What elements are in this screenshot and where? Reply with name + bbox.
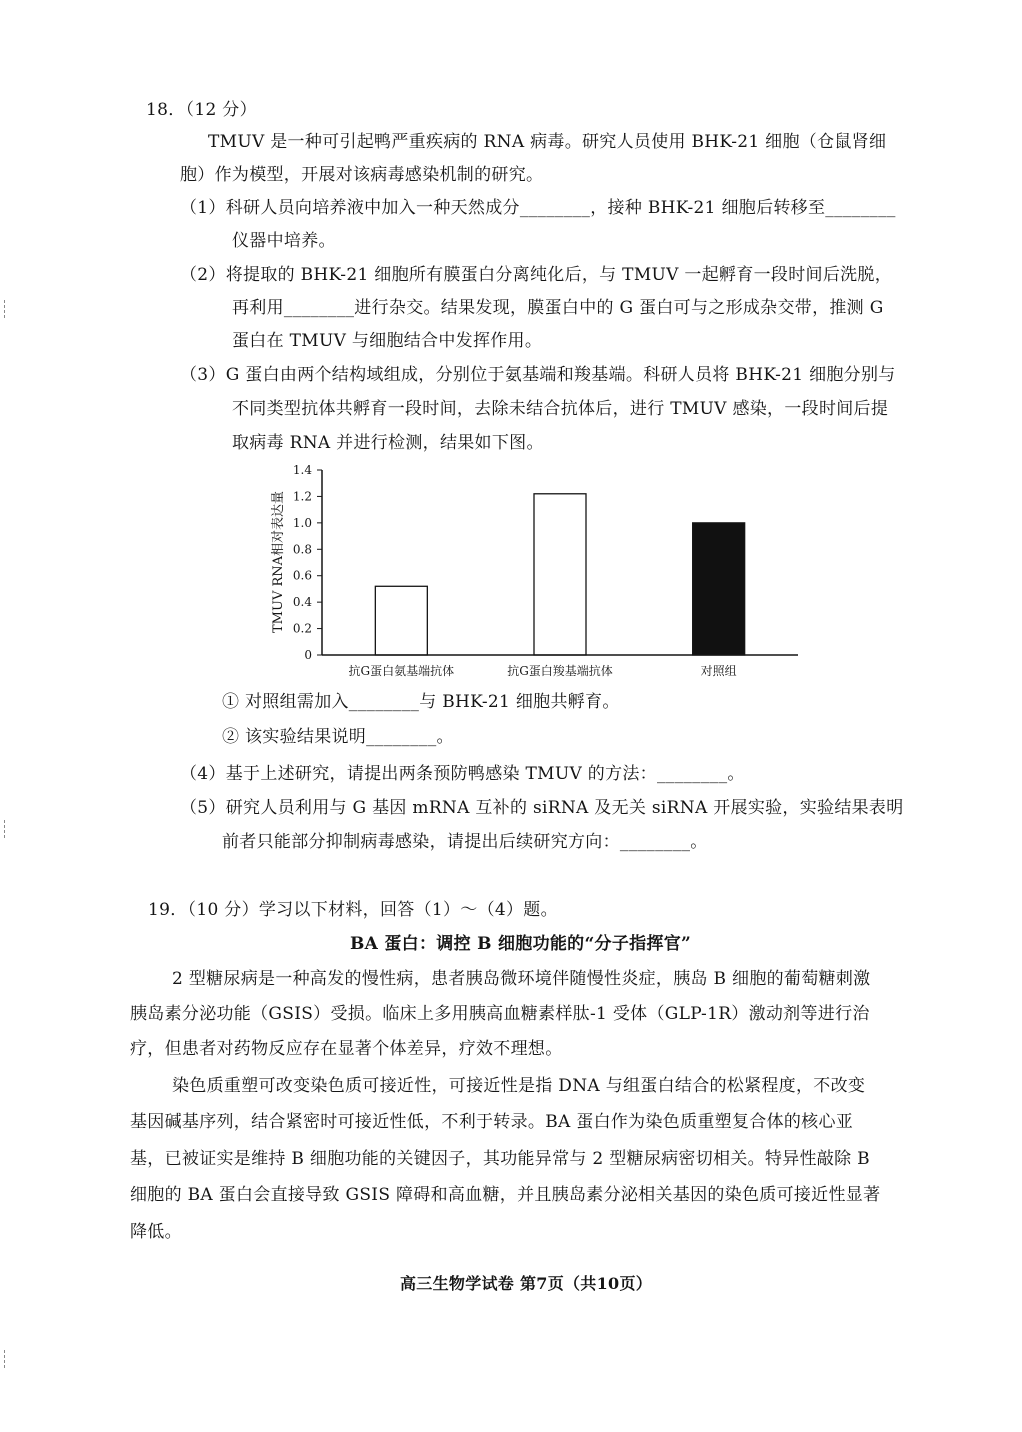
q18-part2-line2: 再利用________进行杂交。结果发现，膜蛋白中的 G 蛋白可与之形成杂交带，推测 G <box>232 298 884 318</box>
q18-part1-line2: 仪器中培养。 <box>232 231 336 251</box>
bar-3 <box>693 523 745 655</box>
page-footer: 高三生物学试卷 第7页（共10页） <box>400 1274 653 1293</box>
q19-para2-line2: 基因碱基序列，结合紧密时可接近性低，不利于转录。BA 蛋白作为染色质重塑复合体的核心亚 <box>130 1112 854 1132</box>
q19-header: 19．（10 分）学习以下材料，回答（1）～（4）题。 <box>148 900 558 920</box>
y-axis-label: TMUV RNA相对表达量 <box>271 490 286 634</box>
q19-para2-line5: 降低。 <box>130 1222 182 1242</box>
q18-part3-line3: 取病毒 RNA 并进行检测，结果如下图。 <box>232 433 544 453</box>
q18-part5-line1: （5）研究人员利用与 G 基因 mRNA 互补的 siRNA 及无关 siRNA 开展实验，实验结果表明 <box>180 798 904 818</box>
q18-intro-line1: TMUV 是一种可引起鸭严重疾病的 RNA 病毒。研究人员使用 BHK-21 细胞（仓鼠肾细 <box>208 132 887 152</box>
x-category-label: 对照组 <box>700 664 737 678</box>
y-tick-label: 1.0 <box>292 515 312 530</box>
binding-mark <box>4 820 8 838</box>
y-tick-label: 0.2 <box>292 621 312 636</box>
q19-para2-line1: 染色质重塑可改变染色质可接近性，可接近性是指 DNA 与组蛋白结合的松紧程度，不改变 <box>172 1076 866 1096</box>
binding-mark <box>4 1350 8 1368</box>
q18-part3-line1: （3）G 蛋白由两个结构域组成，分别位于氨基端和羧基端。科研人员将 BHK-21 细胞分别与 <box>180 365 896 385</box>
q18-sub1: ① 对照组需加入________与 BHK-21 细胞共孵育。 <box>222 692 620 712</box>
y-tick-label: 0 <box>304 648 312 662</box>
y-tick-label: 0.6 <box>292 568 312 583</box>
bar-chart <box>250 455 820 695</box>
q18-intro-line2: 胞）作为模型，开展对该病毒感染机制的研究。 <box>180 165 544 185</box>
x-category-label: 抗G蛋白羧基端抗体 <box>507 664 613 678</box>
y-tick-label: 1.4 <box>292 463 312 477</box>
y-tick-label: 0.8 <box>292 542 312 557</box>
x-category-label: 抗G蛋白氨基端抗体 <box>348 664 455 678</box>
bar-1 <box>375 586 427 655</box>
q18-part2-line1: （2）将提取的 BHK-21 细胞所有膜蛋白分离纯化后，与 TMUV 一起孵育一段时间后洗脱， <box>180 265 893 285</box>
bar-2 <box>534 494 586 655</box>
y-tick-label: 1.2 <box>292 489 312 504</box>
q18-part5-line2: 前者只能部分抑制病毒感染，请提出后续研究方向：________。 <box>222 832 708 852</box>
q18-part3-line2: 不同类型抗体共孵育一段时间，去除未结合抗体后，进行 TMUV 感染，一段时间后提 <box>232 399 889 419</box>
q19-para1-line2: 胰岛素分泌功能（GSIS）受损。临床上多用胰高血糖素样肽-1 受体（GLP-1R）激动剂等进行治 <box>130 1004 870 1024</box>
q18-sub2: ② 该实验结果说明________。 <box>222 727 454 747</box>
q19-title: BA 蛋白：调控 B 细胞功能的“分子指挥官” <box>350 934 692 954</box>
q18-part2-line3: 蛋白在 TMUV 与细胞结合中发挥作用。 <box>232 331 543 351</box>
y-tick-label: 0.4 <box>292 595 312 610</box>
q19-para1-line1: 2 型糖尿病是一种高发的慢性病，患者胰岛微环境伴随慢性炎症，胰岛 B 细胞的葡萄糖刺激 <box>172 969 871 989</box>
q18-part1-line1: （1）科研人员向培养液中加入一种天然成分________，接种 BHK-21 细胞后转移至________ <box>180 198 896 218</box>
q19-para1-line3: 疗，但患者对药物反应存在显著个体差异，疗效不理想。 <box>130 1039 563 1059</box>
q19-para2-line4: 细胞的 BA 蛋白会直接导致 GSIS 障碍和高血糖，并且胰岛素分泌相关基因的染色质可接近性显著 <box>130 1185 881 1205</box>
binding-mark <box>4 300 8 318</box>
q18-part4: （4）基于上述研究，请提出两条预防鸭感染 TMUV 的方法：________。 <box>180 764 745 784</box>
q18-header: 18．（12 分） <box>146 100 257 120</box>
q19-para2-line3: 基，已被证实是维持 B 细胞功能的关键因子，其功能异常与 2 型糖尿病密切相关。特异性敲除 B <box>130 1149 870 1169</box>
